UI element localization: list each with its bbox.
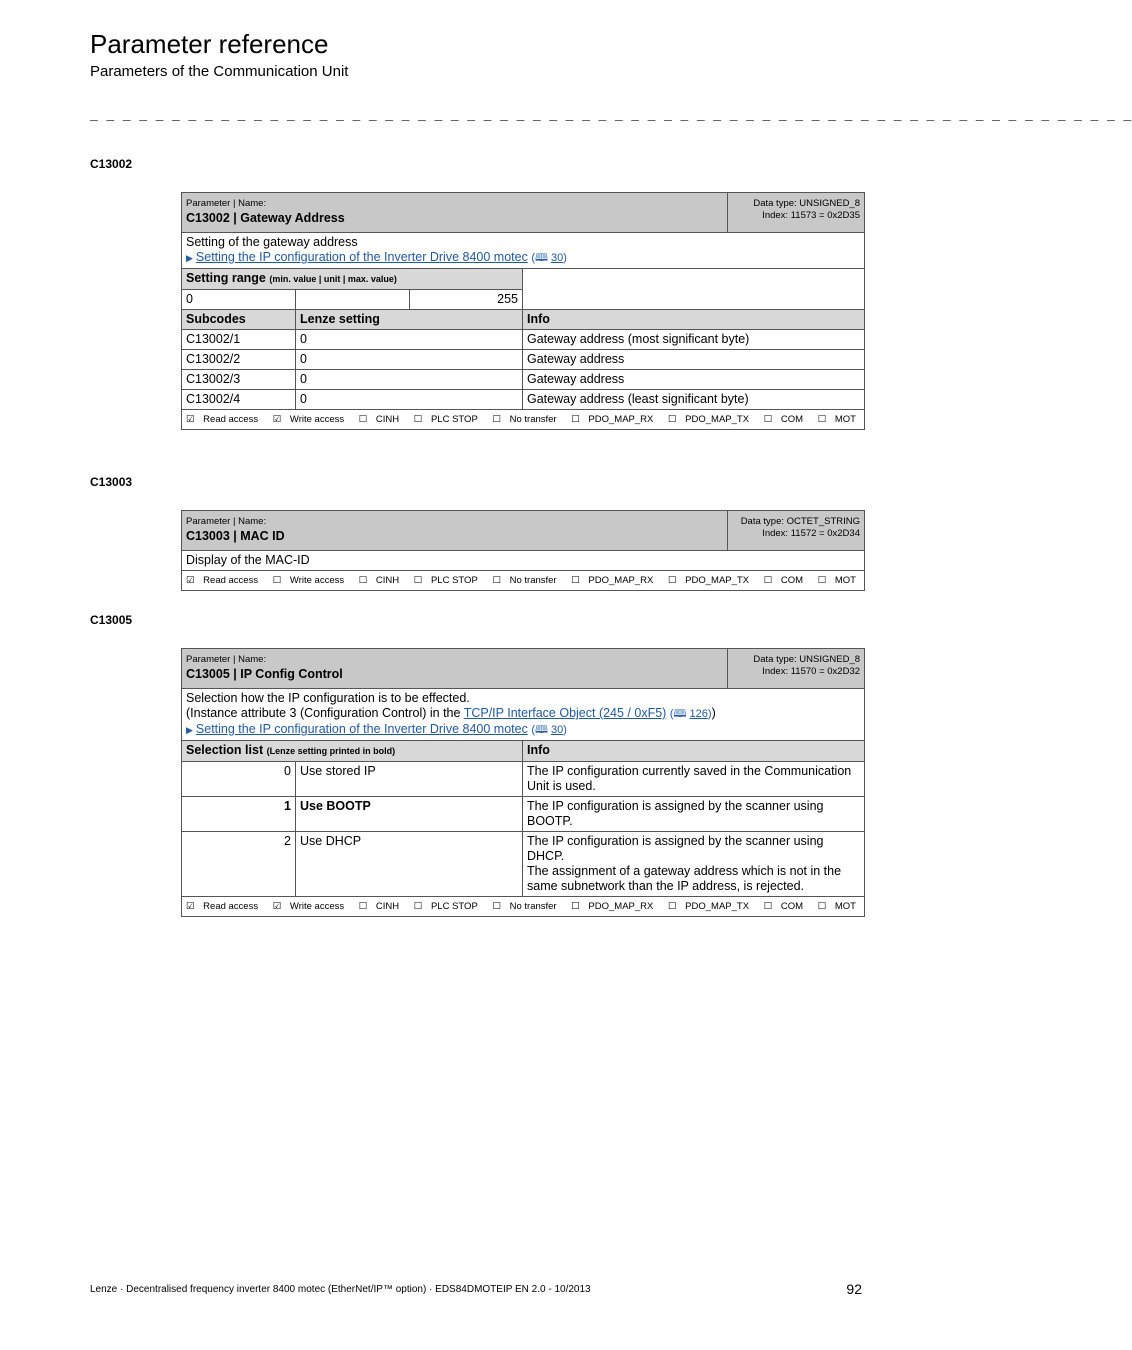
range-min: 0: [182, 290, 296, 310]
selection-name: Use BOOTP: [296, 797, 523, 832]
section-heading-c13003: C13003: [90, 475, 133, 489]
lenze-value: 0: [296, 370, 523, 390]
col-subcodes: Subcodes: [182, 310, 296, 330]
page-subtitle: Parameters of the Communication Unit: [90, 63, 349, 80]
ip-config-link[interactable]: Setting the IP configuration of the Inverter Drive 8400 motec: [195, 722, 528, 736]
page-ref-link[interactable]: 30: [551, 724, 564, 736]
info-text: The IP configuration is assigned by the scanner using BOOTP.: [523, 797, 865, 832]
access-flags: [182, 410, 865, 430]
pdo-map-rx-flag: ☐ PDO_MAP_RX: [571, 414, 654, 425]
page-ref-link[interactable]: 30: [551, 252, 564, 264]
lenze-value: 0: [296, 390, 523, 410]
pdo-map-tx-flag: ☐ PDO_MAP_TX: [668, 575, 750, 586]
section-heading-c13002: C13002: [90, 157, 133, 171]
book-icon: 🕮: [534, 252, 548, 264]
access-flags: [182, 571, 865, 591]
no-transfer-flag: ☐ No transfer: [492, 901, 557, 912]
page-title: Parameter reference: [90, 29, 329, 59]
param-description: Selection how the IP configuration is to be effected. (Instance attribute 3 (Configuration Control) in the TCP/IP Interface Object (245 / 0xF5) (🕮 126)) ▶ Setting the IP configuration of the Inverter Drive 8400 motec (🕮 30): [182, 689, 865, 741]
param-name-cell: Parameter | Name: C13002 | Gateway Address: [182, 193, 728, 233]
range-unit: [296, 290, 410, 310]
selection-value: 2: [182, 832, 296, 897]
read-access-flag: ☑ Read access: [186, 414, 259, 425]
info-text: Gateway address: [523, 370, 865, 390]
header-divider: _ _ _ _ _ _ _ _ _ _ _ _ _ _ _ _ _ _ _ _ _ _ _ _ _ _ _ _ _ _ _ _ _ _ _ _ _ _ _ _ _ _ _ _ _ _ _ _ _ _ _ _ _ _ _ _ _ _ _ _ _ _ _ _: [90, 108, 1132, 123]
param-description: Display of the MAC-ID: [182, 551, 865, 571]
page-footer: Lenze · Decentralised frequency inverter 8400 motec (EtherNet/IP™ option) · EDS84DMOTEIP EN 2.0 - 10/2013: [90, 1284, 591, 1295]
table-row: [182, 797, 865, 832]
table-row: [182, 762, 865, 797]
param-name-cell: Parameter | Name: C13005 | IP Config Control: [182, 649, 728, 689]
lenze-value: 0: [296, 350, 523, 370]
parameter-table-c13005: [181, 648, 865, 917]
pdo-map-rx-flag: ☐ PDO_MAP_RX: [571, 901, 654, 912]
pdo-map-tx-flag: ☐ PDO_MAP_TX: [668, 414, 750, 425]
link-arrow-icon: ▶: [186, 253, 193, 263]
info-text: Gateway address (least significant byte): [523, 390, 865, 410]
page-ref-link[interactable]: 126: [689, 708, 708, 720]
page-number: 92: [846, 1281, 862, 1297]
selection-value: 1: [182, 797, 296, 832]
selection-name: Use stored IP: [296, 762, 523, 797]
info-text: Gateway address: [523, 350, 865, 370]
write-access-flag: ☐ Write access: [272, 575, 345, 586]
book-icon: 🕮: [673, 708, 687, 720]
ip-config-link[interactable]: Setting the IP configuration of the Inverter Drive 8400 motec: [195, 250, 528, 264]
mot-flag: ☐ MOT: [817, 575, 856, 586]
mot-flag: ☐ MOT: [817, 901, 856, 912]
mot-flag: ☐ MOT: [817, 414, 856, 425]
param-description: Setting of the gateway address ▶ Setting the IP configuration of the Inverter Drive 8400 motec (🕮 30): [182, 233, 865, 269]
cinh-flag: ☐ CINH: [358, 414, 400, 425]
selection-list-header: Selection list (Lenze setting printed in bold): [182, 741, 523, 762]
subcode: C13002/4: [182, 390, 296, 410]
tcpip-object-link[interactable]: TCP/IP Interface Object (245 / 0xF5): [463, 706, 667, 720]
subcode: C13002/2: [182, 350, 296, 370]
pdo-map-rx-flag: ☐ PDO_MAP_RX: [571, 575, 654, 586]
cinh-flag: ☐ CINH: [358, 901, 400, 912]
info-text: The IP configuration is assigned by the scanner using DHCP. The assignment of a gateway address which is not in the same subnetwork than the IP address, is rejected.: [523, 832, 865, 897]
param-name-cell: Parameter | Name: C13003 | MAC ID: [182, 511, 728, 551]
setting-range-header: Setting range (min. value | unit | max. value): [182, 269, 523, 290]
table-row: [182, 350, 865, 370]
col-info: Info: [523, 741, 865, 762]
parameter-table-c13003: [181, 510, 865, 591]
com-flag: ☐ COM: [763, 901, 804, 912]
cinh-flag: ☐ CINH: [358, 575, 400, 586]
subcode: C13002/1: [182, 330, 296, 350]
plc-stop-flag: ☐ PLC STOP: [413, 901, 478, 912]
no-transfer-flag: ☐ No transfer: [492, 575, 557, 586]
table-row: [182, 370, 865, 390]
info-text: The IP configuration currently saved in the Communication Unit is used.: [523, 762, 865, 797]
table-row: [182, 390, 865, 410]
col-info: Info: [523, 310, 865, 330]
plc-stop-flag: ☐ PLC STOP: [413, 414, 478, 425]
table-row: [182, 330, 865, 350]
write-access-flag: ☑ Write access: [272, 414, 345, 425]
table-row: [182, 832, 865, 897]
col-lenze-setting: Lenze setting: [296, 310, 523, 330]
param-name: C13003 | MAC ID: [186, 529, 285, 543]
data-type-cell: Data type: UNSIGNED_8 Index: 11573 = 0x2D35: [728, 193, 865, 233]
com-flag: ☐ COM: [763, 575, 804, 586]
data-type-cell: Data type: UNSIGNED_8 Index: 11570 = 0x2D32: [728, 649, 865, 689]
read-access-flag: ☑ Read access: [186, 901, 259, 912]
param-name: C13005 | IP Config Control: [186, 667, 343, 681]
lenze-value: 0: [296, 330, 523, 350]
selection-name: Use DHCP: [296, 832, 523, 897]
pdo-map-tx-flag: ☐ PDO_MAP_TX: [668, 901, 750, 912]
range-max: 255: [410, 290, 523, 310]
subcode: C13002/3: [182, 370, 296, 390]
access-flags: [182, 897, 865, 917]
info-text: Gateway address (most significant byte): [523, 330, 865, 350]
data-type-cell: Data type: OCTET_STRING Index: 11572 = 0x2D34: [728, 511, 865, 551]
no-transfer-flag: ☐ No transfer: [492, 414, 557, 425]
book-icon: 🕮: [534, 724, 548, 736]
plc-stop-flag: ☐ PLC STOP: [413, 575, 478, 586]
parameter-table-c13002: [181, 192, 865, 430]
param-name: C13002 | Gateway Address: [186, 211, 345, 225]
read-access-flag: ☑ Read access: [186, 575, 259, 586]
write-access-flag: ☑ Write access: [272, 901, 345, 912]
com-flag: ☐ COM: [763, 414, 804, 425]
section-heading-c13005: C13005: [90, 613, 133, 627]
selection-value: 0: [182, 762, 296, 797]
link-arrow-icon: ▶: [186, 725, 193, 735]
